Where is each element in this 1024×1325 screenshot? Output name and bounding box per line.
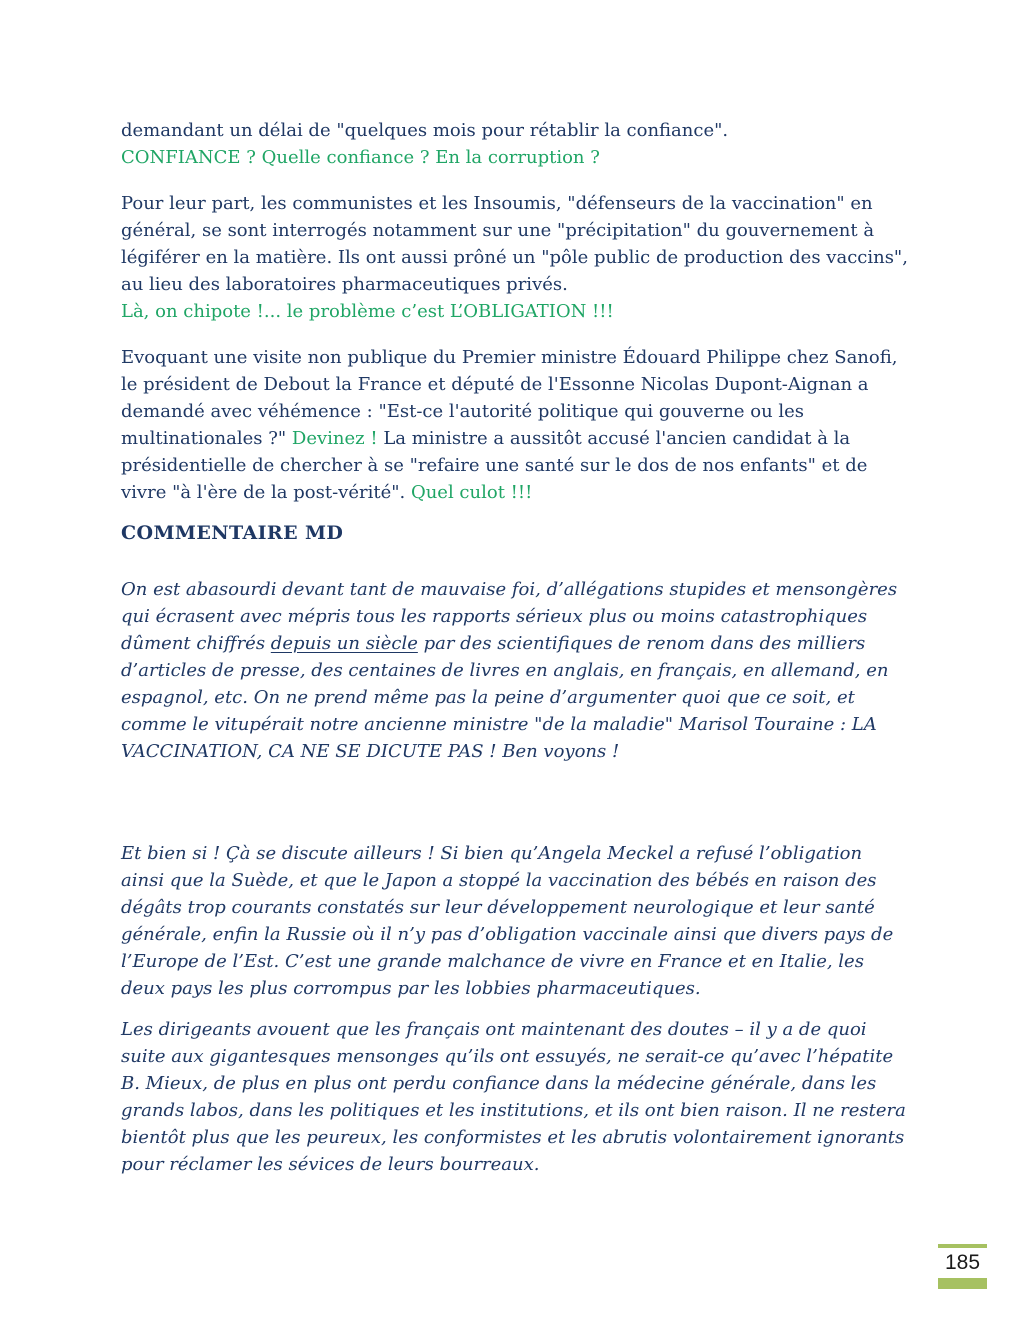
commentary-1-text-1: On est abasourdi devant tant de mauvaise foi, d’allégations stupides et mensongères qui écrasent avec mépris tous les rapports sérieux plus ou moins catastrophiques dûment chiffrés <box>121 579 898 654</box>
dupont-green-remark-2: Quel culot !!! <box>410 482 533 503</box>
page-marker-bottom-bar <box>938 1278 987 1289</box>
commentary-1-text-2: par des scientifiques de renom dans des milliers d’articles de presse, des centaines de livres en anglais, en français, en allemand, en espagnol, etc. On ne prend même pas la peine d’argumenter quoi que ce soit, et comme le vitupérait notre ancienne ministre "de la maladie" Marisol Touraine : LA VACCINATION, CA NE SE DICUTE PAS ! Ben voyons ! <box>121 633 889 762</box>
page-number: 185 <box>944 1251 981 1274</box>
page-number-marker <box>938 1244 987 1289</box>
intro-text: demandant un délai de "quelques mois pour rétablir la confiance". <box>121 120 729 141</box>
communistes-text: Pour leur part, les communistes et les Insoumis, "défenseurs de la vaccination" en général, se sont interrogés notamment sur une "précipitation" du gouvernement à légiférer en la matière. Ils ont aussi prôné un "pôle public de production des vaccins", au lieu des laboratoires pharmaceutiques privés. <box>121 193 908 295</box>
dupont-text-2: La ministre a aussitôt accusé l'ancien candidat à la présidentielle de chercher à se "refaire une santé sur le dos de nos enfants" et de vivre "à l'ère de la post-vérité". <box>121 428 868 503</box>
commentary-paragraph-1 <box>121 576 909 765</box>
paragraph-intro <box>121 117 909 171</box>
communistes-green-remark: Là, on chipote !... le problème c’est L’OBLIGATION !!! <box>121 301 614 322</box>
dupont-green-remark-1: Devinez ! <box>291 428 378 449</box>
dupont-text-1: Evoquant une visite non publique du Premier ministre Édouard Philippe chez Sanofi, le président de Debout la France et député de l'Essonne Nicolas Dupont-Aignan a demandé avec véhémence : "Est-ce l'autorité politique qui gouverne ou les multinationales ?" <box>121 347 898 449</box>
section-heading: COMMENTAIRE MD <box>121 522 344 544</box>
commentary-1-underlined-phrase: depuis un siècle <box>270 633 418 654</box>
commentary-paragraph-2: Et bien si ! Çà se discute ailleurs ! Si bien qu’Angela Meckel a refusé l’obligation ainsi que la Suède, et que le Japon a stoppé la vaccination des bébés en raison des dégâts trop courants constatés sur leur développement neurologique et leur santé générale, enfin la Russie où il n’y pas d’obligation vaccinale ainsi que divers pays de l’Europe de l’Est. C’est une grande malchance de vivre en France et en Italie, les deux pays les plus corrompus par les lobbies pharmaceutiques. <box>121 843 894 999</box>
paragraph-communistes <box>121 190 909 325</box>
commentary-paragraph-3: Les dirigeants avouent que les français ont maintenant des doutes – il y a de quoi suite aux gigantesques mensonges qu’ils ont essuyés, ne serait-ce qu’avec l’hépatite B. Mieux, de plus en plus ont perdu confiance dans la médecine générale, dans les grands labos, dans les politiques et les institutions, et ils ont bien raison. Il ne restera bientôt plus que les peureux, les conformistes et les abrutis volontairement ignorants pour réclamer les sévices de leurs bourreaux. <box>121 1019 906 1175</box>
paragraph-dupont-aignan <box>121 344 909 506</box>
intro-green-remark: CONFIANCE ? Quelle confiance ? En la corruption ? <box>121 147 600 168</box>
